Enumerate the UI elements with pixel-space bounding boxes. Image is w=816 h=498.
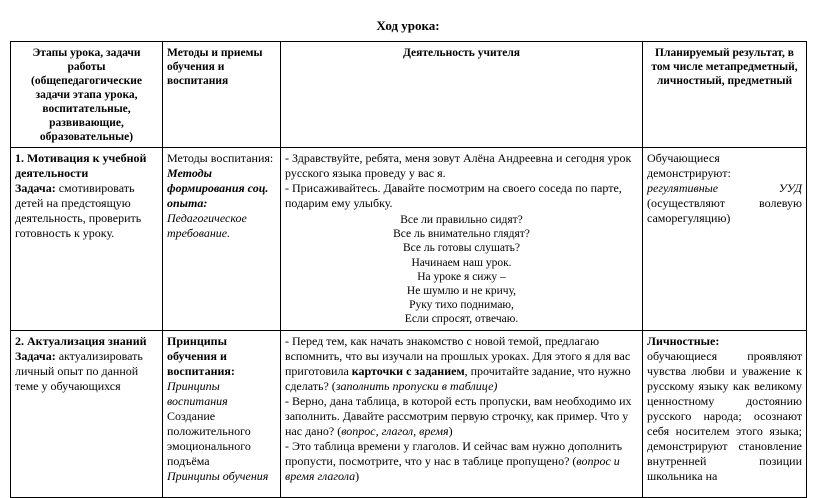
poem-line: Все ль внимательно глядят? bbox=[393, 228, 530, 241]
result-text: Обучающиеся демонстрируют: bbox=[647, 151, 731, 180]
teacher-text: - Это таблица времени у глаголов. И сейчас вам нужно дополнить пропусти, посмотрите, что у нас в таблице пропущено? ( bbox=[285, 438, 623, 468]
stage-cell bbox=[11, 148, 163, 331]
teacher-text-italic: вопрос, глагол, время bbox=[341, 423, 449, 438]
stage-cell bbox=[11, 330, 163, 497]
header-planned-result: Планируемый результат, в том числе метапредметный, личностный, предметный bbox=[643, 42, 807, 148]
poem-line: На уроке я сижу – bbox=[417, 270, 506, 283]
teacher-cell bbox=[281, 148, 643, 331]
poem-line: Все ль готовы слушать? bbox=[402, 242, 521, 255]
result-cell bbox=[643, 330, 807, 497]
stage-title: 1. Мотивация к учебной деятельности bbox=[15, 151, 147, 180]
methods-bold-italic: Методы формирования соц. опыта: bbox=[167, 166, 269, 210]
header-methods: Методы и приемы обучения и воспитания bbox=[163, 42, 281, 148]
poem-line: Все ли правильно сидят? bbox=[400, 214, 523, 226]
result-heading: Личностные: bbox=[647, 333, 720, 348]
teacher-text-italic: вопрос и время глагола bbox=[285, 453, 620, 483]
teacher-paragraph bbox=[285, 334, 638, 394]
task-text: смотивировать детей на предстоящую деятельность, проверить готовность к уроку. bbox=[15, 181, 142, 240]
teacher-cell bbox=[281, 330, 643, 497]
teacher-text: - Верно, дана таблица, в которой есть пропуски, вам необходимо их заполнить. Давайте рассмотрим первую строчку, как пример. Что у нас дано? ( bbox=[285, 393, 632, 438]
stage-title: 2. Актуализация знаний bbox=[15, 333, 147, 348]
header-teacher-activity: Деятельность учителя bbox=[281, 42, 643, 148]
methods-italic: Принципы обучения bbox=[167, 468, 269, 483]
header-stages: Этапы урока, задачи работы (общепедагогические задачи этапа урока, воспитательные, развивающие, образовательные) bbox=[11, 42, 163, 148]
teacher-text-bold: карточки с заданием bbox=[351, 363, 465, 378]
result-regulative: регулятивные bbox=[647, 181, 719, 195]
teacher-text: ) bbox=[355, 468, 360, 483]
lesson-plan-table bbox=[10, 41, 807, 498]
poem-line: Если спросят, отвечаю. bbox=[404, 313, 519, 326]
result-uud-line bbox=[647, 181, 802, 196]
teacher-text: , прочитайте задание, что нужно сделать? ( bbox=[285, 363, 631, 393]
result-cell bbox=[643, 148, 807, 331]
methods-cell bbox=[163, 330, 281, 497]
teacher-paragraph: - Присаживайтесь. Давайте посмотрим на своего соседа по парте, подарим ему улыбку. bbox=[285, 181, 622, 210]
methods-italic: Педагогическое требование. bbox=[167, 211, 247, 240]
table-header-row bbox=[11, 42, 807, 148]
result-text: обучающиеся проявляют чувства любви и уважение к русскому языку как великому ценностному достоянию русского народа; осознают себя носителем этого языка; демонстрируют становление внутренней позиции школьника на bbox=[647, 348, 802, 483]
poem-line: Руку тихо поднимаю, bbox=[409, 299, 514, 312]
task-label: Задача: bbox=[15, 348, 56, 363]
teacher-text: ) bbox=[448, 423, 453, 438]
poem-line: Не шумлю и не кричу, bbox=[406, 285, 517, 298]
methods-plain: Методы воспитания: bbox=[167, 151, 274, 165]
result-uud: УУД bbox=[778, 181, 802, 195]
methods-bold: Принципы обучения и воспитания: bbox=[167, 333, 235, 378]
page-title: Ход урока: bbox=[376, 18, 440, 33]
teacher-text-italic: заполнить пропуски в таблице) bbox=[335, 378, 498, 393]
methods-plain: Создание положительного эмоционального подъёма bbox=[167, 408, 251, 468]
teacher-paragraph: - Здравствуйте, ребята, меня зовут Алёна Андреевна и сегодня урок русского языка проведу у вас я. bbox=[285, 151, 632, 180]
poem bbox=[285, 213, 638, 327]
poem-line: Начинаем наш урок. bbox=[411, 256, 512, 269]
table-row bbox=[11, 148, 807, 331]
result-text: (осуществляют волевую саморегуляцию) bbox=[647, 196, 802, 225]
methods-cell bbox=[163, 148, 281, 331]
teacher-text: - Перед тем, как начать знакомство с новой темой, предлагаю вспомнить, что вы изучали на прошлых уроках. Для этого я для вас приготовила bbox=[285, 333, 631, 378]
teacher-paragraph bbox=[285, 394, 638, 439]
table-row bbox=[11, 330, 807, 497]
methods-italic: Принципы воспитания bbox=[167, 378, 228, 408]
teacher-paragraph bbox=[285, 439, 638, 484]
task-text: актуализировать личный опыт по данной теме у обучающихся bbox=[15, 348, 143, 393]
task-label: Задача: bbox=[15, 181, 56, 195]
